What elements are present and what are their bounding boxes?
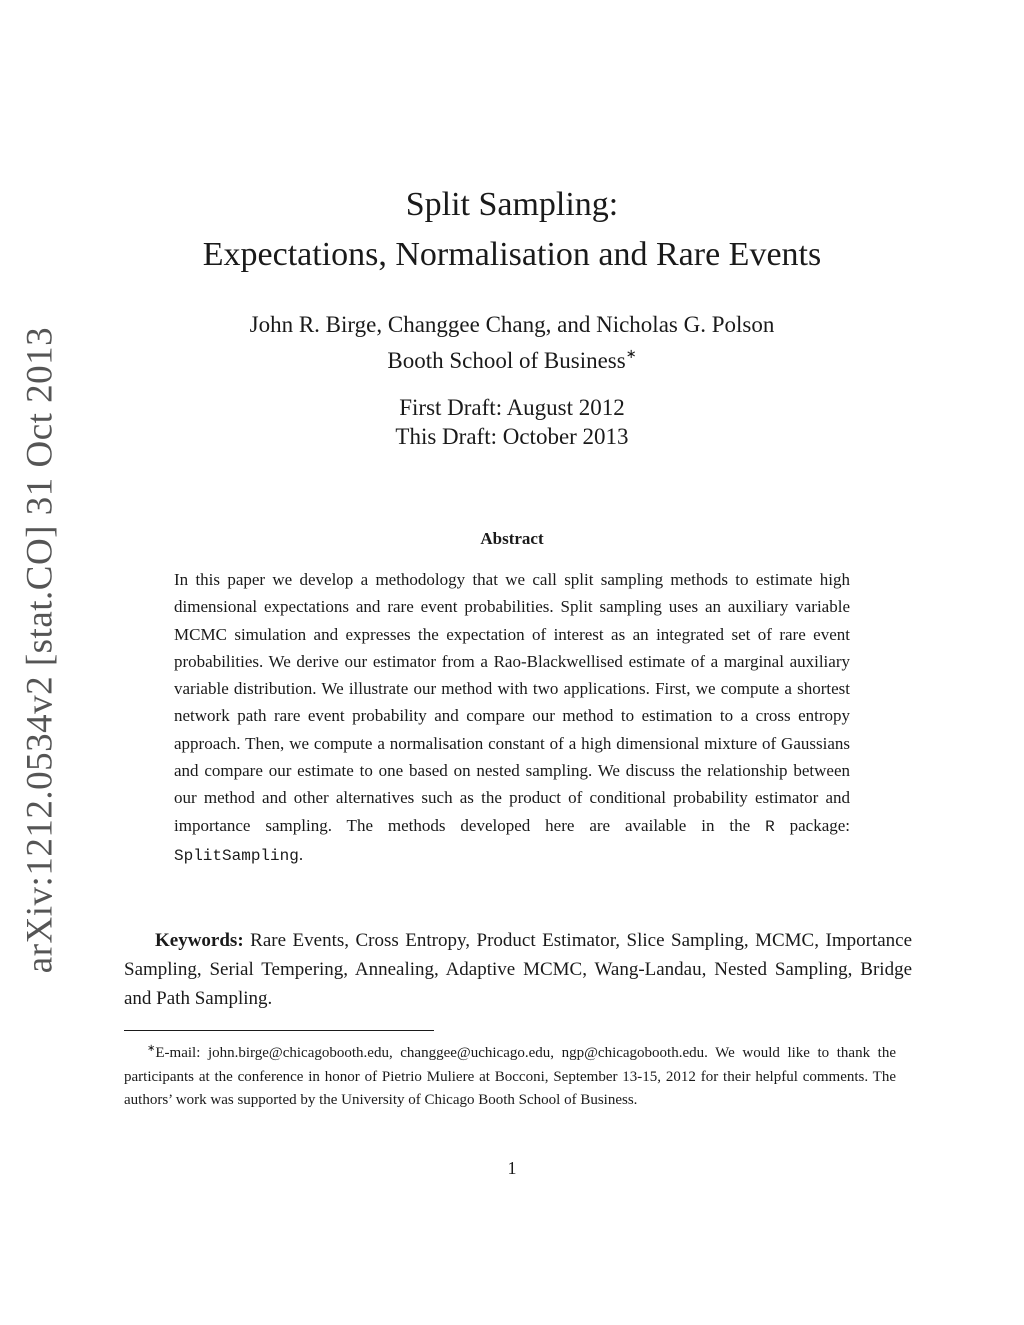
this-draft-date: This Draft: October 2013 [395,424,629,449]
paper-title-line-1: Split Sampling: [405,186,619,223]
footnote-mark: ∗ [147,1043,156,1054]
package-language: R [765,817,775,836]
paper-title-line-2: Expectations, Normalisation and Rare Events [202,236,822,273]
abstract-mid-text: package: [789,815,851,835]
affiliation-name: Booth School of Business [387,348,626,373]
package-name: SplitSampling [174,846,299,865]
arxiv-identifier: arXiv:1212.0534v2 [stat.CO] 31 Oct 2013 [19,326,61,974]
page-number: 1 [507,1158,517,1178]
abstract-body [174,566,850,870]
abstract-text: In this paper we develop a methodology that we call split sampling methods to estimate high dimensional expectations and rare event probabilities. Split sampling uses an auxiliary variable MCMC simulation and expresses the expectation of interest as an integrated set of rare event probabilities. We derive our estimator from a Rao-Blackwellised estimate of a marginal auxiliary variable distribution. We illustrate our method with two applications. First, we compute a shortest network path rare event probability and compare our method to estimation to a cross entropy approach. Then, we compute a normalisation constant of a high dimensional mixture of Gaussians and compare our estimate to one based on nested sampling. We discuss the relationship between our method and other alternatives such as the product of conditional probability estimator and importance sampling. The methods developed here are available in the [174,570,850,835]
footnote [124,1037,896,1113]
keywords-label: Keywords: [155,930,244,951]
abstract-end-punct: . [298,844,304,864]
keywords-list: Rare Events, Cross Entropy, Product Estimator, Slice Sampling, MCMC, Importance Sampling, Serial Tempering, Annealing, Adaptive MCMC, Wang-Landau, Nested Sampling, Bridge and Path Sampling. [124,930,913,1009]
affiliation-footnote-mark: ∗ [625,346,637,361]
footnote-text: E-mail: john.birge@chicagobooth.edu, changgee@uchicago.edu, ngp@chicagobooth.edu. We would like to thank the participants at the conference in honor of Pietrio Muliere at Bocconi, September 13-15, 2012 for their helpful comments. The authors’ work was supported by the University of Chicago Booth School of Business. [124,1045,896,1108]
first-draft-date: First Draft: August 2012 [399,395,625,420]
footnote-divider [124,1030,434,1031]
affiliation [0,346,1024,374]
abstract-heading: Abstract [480,529,544,548]
keywords-section [124,926,912,1013]
author-list: John R. Birge, Changgee Chang, and Nicholas G. Polson [249,312,775,337]
